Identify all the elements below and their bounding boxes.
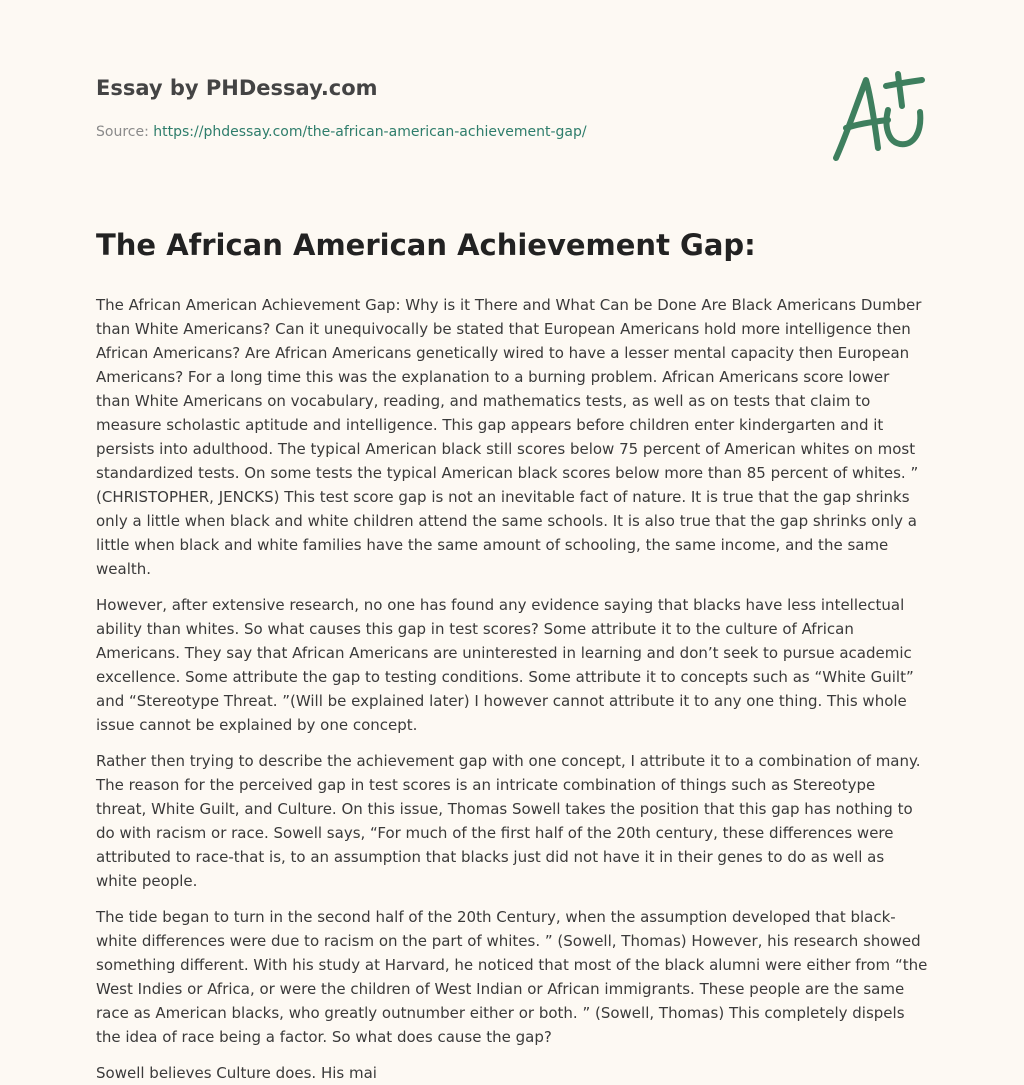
source-label: Source: bbox=[96, 124, 154, 140]
essay-body bbox=[96, 293, 928, 1085]
essay-paragraph: The tide began to turn in the second half of the 20th Century, when the assumption developed that black-white differences were due to racism on the part of whites. ” (Sowell, Thomas) However, his research showed something different. With his study at Harvard, he noticed that most of the black alumni were either from “the West Indies or Africa, or were the children of West Indian or African immigrants. These people are the same race as American blacks, who greatly outnumber either or both. ” (Sowell, Thomas) This completely dispels the idea of race being a factor. So what does cause the gap? bbox=[96, 907, 928, 1046]
source-link[interactable]: https://phdessay.com/the-african-american-achievement-gap/ bbox=[153, 124, 587, 140]
page-header bbox=[96, 0, 928, 210]
source-line bbox=[96, 124, 587, 140]
site-brand: Essay by PHDessay.com bbox=[96, 76, 378, 100]
essay-title: The African American Achievement Gap: bbox=[96, 228, 756, 262]
essay-paragraph: The African American Achievement Gap: Why is it There and What Can be Done Are Black Americans Dumber than White Americans? Can it unequivocally be stated that European Americans hold more intelligence then African Americans? Are African Americans genetically wired to have a lesser mental capacity then European Americans? For a long time this was the explanation to a burning problem. African Americans score lower than White Americans on vocabulary, reading, and mathematics tests, as well as on tests that claim to measure scholastic aptitude and intelligence. This gap appears before children enter kindergarten and it persists into adulthood. The typical American black still scores below 75 percent of American whites on most standardized tests. On some tests the typical American black scores below more than 85 percent of whites. ” (CHRISTOPHER, JENCKS) This test score gap is not an inevitable fact of nature. It is true that the gap shrinks only a little when black and white children attend the same schools. It is also true that the gap shrinks only a little when black and white families have the same amount of schooling, the same income, and the same wealth. bbox=[96, 295, 922, 578]
essay-paragraph: However, after extensive research, no one has found any evidence saying that blacks have less intellectual ability than whites. So what causes this gap in test scores? Some attribute it to the culture of African Americans. They say that African Americans are uninterested in learning and don’t seek to pursue academic excellence. Some attribute the gap to testing conditions. Some attribute it to concepts such as “White Guilt” and “Stereotype Threat. ”(Will be explained later) I however cannot attribute it to any one thing. This whole issue cannot be explained by one concept. bbox=[96, 595, 914, 734]
essay-paragraph: Rather then trying to describe the achievement gap with one concept, I attribute it to a combination of many. The reason for the perceived gap in test scores is an intricate combination of things such as Stereotype threat, White Guilt, and Culture. On this issue, Thomas Sowell takes the position that this gap has nothing to do with racism or race. Sowell says, “For much of the first half of the 20th century, these differences were attributed to race-that is, to an assumption that blacks just did not have it in their genes to do as well as white people. bbox=[96, 751, 921, 890]
essay-paragraph-truncated: Sowell believes Culture does. His mai bbox=[96, 1063, 377, 1082]
a-plus-logo-icon bbox=[826, 66, 930, 170]
